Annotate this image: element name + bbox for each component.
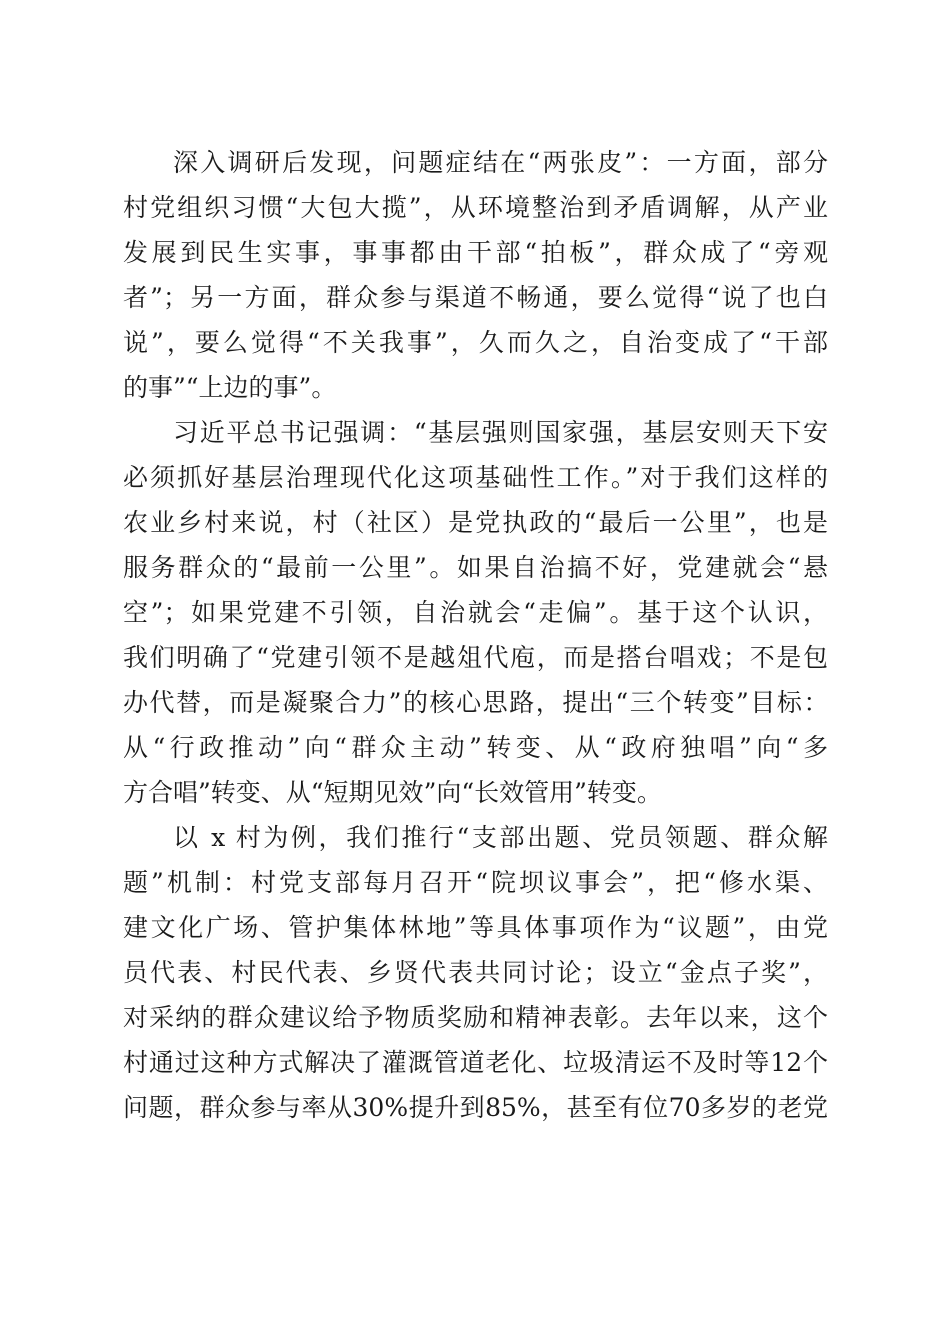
text-line: 村通过这种方式解决了灌溉管道老化、垃圾清运不及时等12个 xyxy=(123,1048,828,1077)
text-line: 习近平总书记强调：“基层强则国家强，基层安则天下安 xyxy=(173,418,828,447)
text-line: 我们明确了“党建引领不是越俎代庖，而是搭台唱戏；不是包 xyxy=(123,643,828,672)
text-line: 办代替，而是凝聚合力”的核心思路，提出“三个转变”目标： xyxy=(123,688,828,717)
body-text xyxy=(123,140,828,1130)
text-line: 必须抓好基层治理现代化这项基础性工作。”对于我们这样的 xyxy=(123,463,828,492)
text-line: 说”，要么觉得“不关我事”，久而久之，自治变成了“干部 xyxy=(123,328,828,357)
text-line: 的事”“上边的事”。 xyxy=(123,373,337,402)
text-line: 农业乡村来说，村（社区）是党执政的“最后一公里”，也是 xyxy=(123,508,828,537)
text-line: 从“行政推动”向“群众主动”转变、从“政府独唱”向“多 xyxy=(123,733,828,762)
text-line: 空”；如果党建不引领，自治就会“走偏”。基于这个认识， xyxy=(123,598,828,627)
paragraph-2 xyxy=(123,410,828,815)
text-line: 题”机制：村党支部每月召开“院坝议事会”，把“修水渠、 xyxy=(123,868,828,897)
text-line: 问题，群众参与率从30%提升到85%，甚至有位70多岁的老党 xyxy=(123,1093,828,1122)
text-line: 村党组织习惯“大包大揽”，从环境整治到矛盾调解，从产业 xyxy=(123,193,828,222)
paragraph-1 xyxy=(123,140,828,410)
text-line: 员代表、村民代表、乡贤代表共同讨论；设立“金点子奖”， xyxy=(123,958,828,987)
paragraph-3 xyxy=(123,815,828,1130)
text-line: 服务群众的“最前一公里”。如果自治搞不好，党建就会“悬 xyxy=(123,553,828,582)
text-line: 对采纳的群众建议给予物质奖励和精神表彰。去年以来，这个 xyxy=(123,1003,828,1032)
text-line: 以 x 村为例，我们推行“支部出题、党员领题、群众解 xyxy=(173,823,828,852)
text-line: 方合唱”转变、从“短期见效”向“长效管用”转变。 xyxy=(123,778,662,807)
text-line: 者”；另一方面，群众参与渠道不畅通，要么觉得“说了也白 xyxy=(123,283,828,312)
text-line: 深入调研后发现，问题症结在“两张皮”：一方面，部分 xyxy=(173,148,828,177)
text-line: 发展到民生实事，事事都由干部“拍板”，群众成了“旁观 xyxy=(123,238,828,267)
text-line: 建文化广场、管护集体林地”等具体事项作为“议题”，由党 xyxy=(123,913,828,942)
